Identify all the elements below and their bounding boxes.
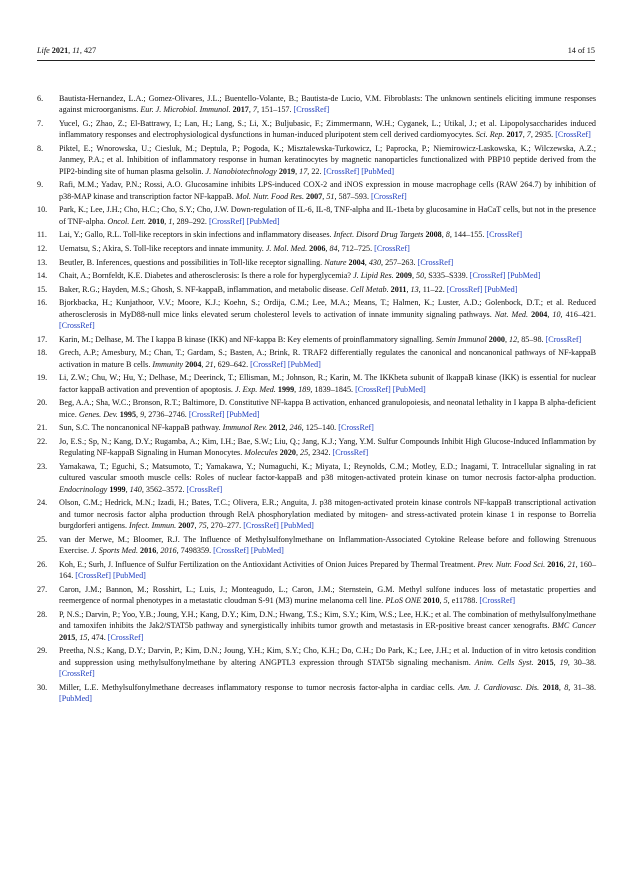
reference-journal: Mol. Nutr. Food Res. bbox=[235, 191, 305, 201]
pubmed-link[interactable]: [PubMed] bbox=[250, 546, 284, 556]
reference-year: 2004 bbox=[348, 257, 365, 267]
pubmed-link[interactable]: [PubMed] bbox=[280, 521, 314, 531]
reference-year: 1995 bbox=[119, 409, 137, 419]
reference-authors-title: Yucel, G.; Zhao, Z.; El-Battrawy, I.; Lan, H.; Lang, S.; Li, X.; Buljubasic, F.; Zimmermann, W.H.; Cyganek, L.; Utikal, J.; et al. Lipopolysaccharides induced inflammatory responses and electrophysiological dysfunctions in human-induced pluripotent stem cell derived cardiomyocytes. bbox=[59, 119, 596, 140]
reference-item: 6. Bautista-Hernandez, L.A.; Gomez-Olivares, J.L.; Buentello-Volante, B.; Bautista-de Lucio, V.M. Fibroblasts: The unknown sentinels eliciting immune responses against microorganisms. Eur. J. Microbiol. Immunol. 2017, 7, 151–157. [CrossRef] bbox=[37, 94, 596, 115]
reference-volume: 21 bbox=[205, 359, 214, 369]
reference-number: 29. bbox=[37, 646, 48, 656]
reference-item: 25. van der Merwe, M.; Bloomer, R.J. The Influence of Methylsulfonylmethane on Inflammation-Associated Cytokine Release before and following Strenuous Exercise. J. Sports Med. 2016, 2016, 7498359. [CrossRef] [PubMed] bbox=[37, 534, 596, 556]
reference-number: 10. bbox=[37, 205, 48, 215]
reference-authors-title: Park, K.; Lee, J.H.; Cho, H.C.; Cho, S.Y.; Cho, J.W. Down-regulation of IL-6, IL-8, TNF-alpha and IL-1beta by glucosamine in HaCaT cells, but not in the presence of TNF-alpha. bbox=[59, 205, 596, 226]
reference-year: 2000 bbox=[488, 334, 505, 344]
pubmed-link[interactable]: [PubMed] bbox=[484, 284, 518, 294]
reference-authors-title: Baker, R.G.; Hayden, M.S.; Ghosh, S. NF-kappaB, inflammation, and metabolic disease. bbox=[59, 284, 351, 294]
reference-number: 8. bbox=[37, 144, 44, 153]
reference-authors-title: Sun, S.C. The noncanonical NF-kappaB pathway. bbox=[59, 423, 223, 433]
pubmed-link[interactable]: [PubMed] bbox=[507, 271, 541, 281]
reference-journal: Oncol. Lett. bbox=[107, 216, 146, 226]
pubmed-link[interactable]: [PubMed] bbox=[59, 694, 92, 703]
reference-year: 2017 bbox=[506, 130, 523, 140]
reference-number: 15. bbox=[37, 284, 48, 294]
reference-year: 2015 bbox=[59, 632, 76, 642]
reference-year: 1999 bbox=[277, 384, 295, 394]
reference-item: 24. Olson, C.M.; Hedrick, M.N.; Izadi, H.; Bates, T.C.; Olivera, E.R.; Anguita, J. p38 mitogen-activated protein kinase controls NF-kappaB transcriptional activation and tumor necrosis factor alpha production through RelA phosphorylation mediated by mitogen- and stress-activated protein kinase 1 in response to Borrelia burgdorferi antigens. Infect. Immun. 2007, 75, 270–277. [CrossRef] [PubMed] bbox=[37, 498, 596, 531]
reference-year: 2010 bbox=[148, 216, 165, 226]
reference-year: 2019 bbox=[278, 166, 296, 176]
reference-authors-title: Bautista-Hernandez, L.A.; Gomez-Olivares, J.L.; Buentello-Volante, B.; Bautista-de Lucio, V.M. Fibroblasts: The unknown sentinels eliciting immune responses against microorganisms. bbox=[59, 94, 596, 115]
reference-number: 26. bbox=[37, 559, 48, 569]
reference-volume: 430 bbox=[368, 257, 382, 267]
reference-item: 23. Yamakawa, T.; Eguchi, S.; Matsumoto, T.; Yamakawa, Y.; Numaguchi, K.; Miyata, I.; Reynolds, C.M.; Motley, E.D.; Inagami, T. Intracellular signaling in rat cultured vascular smooth muscle cells: Roles of nuclear factor-kappaB and p38 mitogen-activated protein kinase on tumor necrosis factor-alpha production. Endocrinology 1999, 140, 3562–3572. [CrossRef] bbox=[37, 461, 596, 494]
crossref-link[interactable]: [CrossRef] bbox=[332, 448, 369, 458]
reference-item: 28. P, N.S.; Darvin, P.; Yoo, Y.B.; Joung, Y.H.; Kang, D.Y.; Kim, D.N.; Hwang, T.S.; Kim, S.Y.; Kim, W.S.; Lee, H.K.; et al. The combination of methylsulfonylmethane and tamoxifen inhibits the Jak2/STAT5b pathway and synergistically inhibits tumor growth and metastasis in ER-positive breast cancer xenografts. BMC Cancer 2015, 15, 474. [CrossRef] bbox=[37, 609, 596, 642]
crossref-link[interactable]: [CrossRef] bbox=[417, 257, 454, 267]
reference-year: 2008 bbox=[425, 230, 442, 240]
reference-item: 22. Jo, E.S.; Sp, N.; Kang, D.Y.; Rugamba, A.; Kim, I.H.; Bae, S.W.; Liu, Q.; Jang, K.J.; Yang, Y.M. Sulfur Compounds Inhibit High Glucose-Induced Inflammation by Regulating NF-kappaB Signaling in Human Monocytes. Molecules 2020, 25, 2342. [CrossRef] bbox=[37, 436, 596, 458]
crossref-link[interactable]: [CrossRef] bbox=[59, 321, 95, 331]
crossref-link[interactable]: [CrossRef] bbox=[479, 596, 516, 606]
reference-volume: 15 bbox=[79, 632, 88, 642]
reference-item: 13. Beutler, B. Inferences, questions and possibilities in Toll-like receptor signalling. Nature 2004, 430, 257–263. [CrossRef] bbox=[37, 257, 454, 267]
crossref-link[interactable]: [CrossRef] bbox=[186, 484, 223, 494]
reference-authors-title: Uematsu, S.; Akira, S. Toll-like receptors and innate immunity. bbox=[59, 244, 266, 253]
reference-journal: Molecules bbox=[244, 448, 278, 458]
reference-authors-title: Piktel, E.; Wnorowska, U.; Ciesluk, M.; Deptula, P.; Pogoda, K.; Misztalewska-Turkowicz, I.; Paprocka, P.; Niemirowicz-Laskowska, K.; Wilczewska, A.Z.; Janmey, P.A.; et al. Inhibition of inflammatory response in human keratinocytes by magnetic nanoparticles functionalized with PBP10 peptide derived from the PIP2-binding site of human plasma gelsolin. bbox=[59, 144, 596, 176]
reference-volume: 8 bbox=[564, 682, 569, 692]
reference-pages: 125–140 bbox=[305, 423, 335, 433]
reference-authors-title: Miller, L.E. Methylsulfonylmethane decreases inflammatory response to tumor necrosis factor-alpha in cardiac cells. bbox=[59, 682, 459, 692]
reference-number: 14. bbox=[37, 271, 48, 281]
reference-number: 13. bbox=[37, 257, 48, 267]
reference-volume: 21 bbox=[567, 559, 576, 569]
reference-item: 29. Preetha, N.S.; Kang, D.Y.; Darvin, P.; Kim, D.N.; Joung, Y.H.; Kim, S.Y.; Cho, K.H.; Do, C.H.; Do Park, K.; Lee, J.H.; et al. Induction of in vitro ketosis condition and suppression using methylsulfonylmethane by altering ANGPTL3 expression through STAT5b signaling mechanism. Anim. Cells Syst. 2015, 19, 30–38. [CrossRef] bbox=[37, 646, 597, 678]
reference-number: 9. bbox=[37, 180, 44, 190]
journal-year: 2021 bbox=[51, 46, 69, 55]
reference-journal: Nature bbox=[324, 257, 347, 267]
crossref-link[interactable]: [CrossRef] bbox=[107, 632, 144, 642]
reference-volume: 50 bbox=[416, 271, 425, 281]
reference-journal: Nat. Med. bbox=[494, 309, 529, 319]
reference-volume: 7 bbox=[526, 130, 531, 140]
pubmed-link[interactable]: [PubMed] bbox=[112, 571, 146, 581]
reference-volume: 140 bbox=[129, 484, 142, 494]
reference-pages: 31–38 bbox=[573, 682, 594, 692]
pubmed-link[interactable]: [PubMed] bbox=[246, 216, 280, 226]
article-number: 427 bbox=[83, 46, 97, 55]
reference-journal: Immunity bbox=[152, 359, 184, 369]
reference-journal: PLoS ONE bbox=[385, 596, 422, 606]
reference-authors-title: Yamakawa, T.; Eguchi, S.; Matsumoto, T.; Yamakawa, Y.; Numaguchi, K.; Miyata, I.; Reynolds, C.M.; Motley, E.D.; Inagami, T. Intracellular signaling in rat cultured vascular smooth muscle cells: Roles of nuclear factor-kappaB and p38 mitogen-activated protein kinase on tumor necrosis factor-alpha production. bbox=[59, 461, 596, 483]
reference-item: 14. Chait, A.; Bornfeldt, K.E. Diabetes and atherosclerosis: Is there a role for hyperglycemia? J. Lipid Res. 2009, 50, S335–S339. [CrossRef] [PubMed] bbox=[37, 271, 541, 281]
reference-pages: 289–292 bbox=[176, 216, 205, 226]
reference-number: 30. bbox=[37, 682, 48, 692]
reference-volume: 17 bbox=[299, 166, 308, 176]
crossref-link[interactable]: [CrossRef] bbox=[213, 546, 249, 556]
reference-volume: 1 bbox=[168, 216, 173, 226]
reference-item: 20. Beg, A.A.; Sha, W.C.; Bronson, R.T.; Baltimore, D. Constitutive NF-kappa B activation, enhanced granulopoiesis, and neonatal lethality in I kappa B alpha-deficient mice. Genes. Dev. 1995, 9, 2736–2746. [CrossRef] [PubMed] bbox=[37, 398, 596, 419]
reference-item: 21. Sun, S.C. The noncanonical NF-kappaB pathway. Immunol Rev. 2012, 246, 125–140. [CrossRef] bbox=[37, 423, 374, 433]
reference-year: 2018 bbox=[542, 682, 559, 692]
crossref-link[interactable]: [CrossRef] bbox=[75, 571, 111, 581]
reference-year: 2020 bbox=[279, 448, 296, 458]
reference-item: 9. Rafi, M.M.; Yadav, P.N.; Rossi, A.O. Glucosamine inhibits LPS-induced COX-2 and iNOS expression in mouse macrophage cells (RAW 264.7) by inhibition of p38-MAP kinase and transcription factor NF-kappaB. Mol. Nutr. Food Res. 2007, 51, 587–593. [CrossRef] bbox=[37, 180, 596, 201]
reference-authors-title: Olson, C.M.; Hedrick, M.N.; Izadi, H.; Bates, T.C.; Olivera, E.R.; Anguita, J. p38 mitogen-activated protein kinase controls NF-kappaB transcriptional activation and tumor necrosis factor alpha production through RelA phosphorylation mediated by mitogen- and stress-activated protein kinase 1 in response to Borrelia burgdorferi antigens. bbox=[59, 498, 596, 531]
reference-volume: 9 bbox=[140, 409, 145, 419]
reference-pages: 270–277 bbox=[210, 521, 240, 531]
reference-volume: 19 bbox=[559, 657, 568, 667]
header-rule bbox=[37, 60, 595, 61]
reference-number: 7. bbox=[37, 119, 44, 128]
reference-item: 17. Karin, M.; Delhase, M. The I kappa B kinase (IKK) and NF-kappa B: Key elements of proinflammatory signalling. Semin Immunol 2000, 12, 85–98. [CrossRef] bbox=[37, 334, 582, 344]
reference-item: 7. Yucel, G.; Zhao, Z.; El-Battrawy, I.; Lan, H.; Lang, S.; Li, X.; Buljubasic, F.; Zimmermann, W.H.; Cyganek, L.; Utikal, J.; et al. Lipopolysaccharides induced inflammatory responses and electrophysiological dysfunctions in human-induced pluripotent stem cell derived cardiomyocytes. Sci. Rep. 2017, 7, 2935. [CrossRef] bbox=[37, 119, 596, 140]
pubmed-link[interactable]: [PubMed] bbox=[392, 384, 426, 394]
journal-name: Life bbox=[37, 46, 50, 55]
reference-number: 27. bbox=[37, 584, 48, 594]
crossref-link[interactable]: [CrossRef] bbox=[243, 521, 279, 531]
reference-journal: Cell Metab. bbox=[350, 284, 389, 294]
reference-authors-title: Jo, E.S.; Sp, N.; Kang, D.Y.; Rugamba, A.; Kim, I.H.; Bae, S.W.; Liu, Q.; Jang, K.J.; Yang, Y.M. Sulfur Compounds Inhibit High Glucose-Induced Inflammation by Regulating NF-kappaB Signaling in Human Monocytes. bbox=[59, 436, 596, 458]
reference-list bbox=[37, 93, 596, 707]
page-number: 14 of 15 bbox=[567, 46, 595, 55]
reference-pages: 712–725 bbox=[341, 244, 371, 253]
reference-pages: 257–263 bbox=[385, 257, 414, 267]
pubmed-link[interactable]: [PubMed] bbox=[361, 166, 395, 176]
reference-volume: 75 bbox=[198, 521, 207, 531]
reference-year: 2009 bbox=[395, 271, 412, 281]
reference-pages: 22 bbox=[311, 166, 320, 176]
journal-citation: Life 2021, 11, 427 bbox=[37, 46, 97, 55]
reference-volume: 25 bbox=[300, 448, 309, 458]
reference-journal: Infect. Disord Drug Targets bbox=[333, 230, 424, 240]
crossref-link[interactable]: [CrossRef] bbox=[293, 105, 330, 115]
reference-pages: 160–164 bbox=[59, 559, 597, 581]
reference-year: 2015 bbox=[537, 657, 554, 667]
reference-item: 26. Koh, E.; Surh, J. Influence of Sulfur Fertilization on the Antioxidant Activities of Onion Juices Prepared by Thermal Treatment. Prev. Nutr. Food Sci. 2016, 21, 160–164. [CrossRef] [PubMed] bbox=[37, 559, 597, 581]
reference-journal: Anim. Cells Syst. bbox=[474, 657, 534, 667]
reference-year: 2004 bbox=[185, 359, 202, 369]
reference-number: 24. bbox=[37, 498, 48, 508]
reference-volume: 13 bbox=[410, 284, 419, 294]
reference-volume: 246 bbox=[289, 423, 302, 433]
reference-item: 19. Li, Z.W.; Chu, W.; Hu, Y.; Delhase, M.; Deerinck, T.; Ellisman, M.; Johnson, R.; Karin, M. The IKKbeta subunit of IkappaB kinase (IKK) is essential for nuclear factor kappaB activation and prevention of apoptosis. J. Exp. Med. 1999, 189, 1839–1845. [CrossRef] [PubMed] bbox=[37, 373, 596, 394]
crossref-link[interactable]: [CrossRef] bbox=[545, 334, 582, 344]
reference-year: 2007 bbox=[306, 191, 323, 201]
crossref-link[interactable]: [CrossRef] bbox=[188, 409, 225, 419]
reference-number: 25. bbox=[37, 534, 48, 544]
reference-authors-title: Beutler, B. Inferences, questions and possibilities in Toll-like receptor signalling. bbox=[59, 257, 325, 267]
reference-number: 23. bbox=[37, 461, 48, 471]
reference-number: 12. bbox=[37, 244, 48, 253]
pubmed-link[interactable]: [PubMed] bbox=[287, 359, 321, 369]
pubmed-link[interactable]: [PubMed] bbox=[226, 409, 260, 419]
crossref-link[interactable]: [CrossRef] bbox=[371, 191, 407, 201]
reference-year: 2004 bbox=[531, 309, 548, 319]
reference-year: 2011 bbox=[390, 284, 407, 294]
reference-volume: 10 bbox=[552, 309, 561, 319]
reference-pages: 3562–3572 bbox=[145, 484, 183, 494]
reference-number: 11. bbox=[37, 230, 47, 240]
reference-year: 2017 bbox=[232, 105, 249, 115]
reference-pages: 1839–1845 bbox=[314, 384, 351, 394]
reference-pages: 587–593 bbox=[338, 191, 367, 201]
reference-pages: 151–157 bbox=[261, 105, 290, 115]
reference-authors-title: Koh, E.; Surh, J. Influence of Sulfur Fertilization on the Antioxidant Activities of Onion Juices Prepared by Thermal Treatment. bbox=[59, 559, 478, 569]
reference-authors-title: van der Merwe, M.; Bloomer, R.J. The Influence of Methylsulfonylmethane on Inflammation-Associated Cytokine Release before and following Strenuous Exercise. bbox=[59, 534, 596, 556]
reference-pages: 30–38 bbox=[573, 657, 595, 667]
reference-authors-title: Karin, M.; Delhase, M. The I kappa B kinase (IKK) and NF-kappa B: Key elements of proinflammatory signalling. bbox=[59, 334, 436, 344]
crossref-link[interactable]: [CrossRef] bbox=[208, 216, 245, 226]
crossref-link[interactable]: [CrossRef] bbox=[355, 384, 391, 394]
reference-volume: 7 bbox=[252, 105, 257, 115]
reference-authors-title: Lai, Y.; Gallo, R.L. Toll-like receptors in skin infections and inflammatory diseases. bbox=[59, 230, 334, 240]
reference-year: 1999 bbox=[109, 484, 126, 494]
reference-volume: 2016 bbox=[160, 546, 177, 556]
reference-authors-title: Preetha, N.S.; Kang, D.Y.; Darvin, P.; Kim, D.N.; Joung, Y.H.; Kim, S.Y.; Cho, K.H.; Do, C.H.; Do Park, K.; Lee, J.H.; et al. Induction of in vitro ketosis condition and suppression using methylsulfonylmethane by altering ANGPTL3 expression through STAT5b signaling mechanism. bbox=[59, 646, 596, 667]
reference-journal: Eur. J. Microbiol. Immunol. bbox=[140, 105, 231, 115]
reference-year: 2012 bbox=[269, 423, 286, 433]
reference-journal: Genes. Dev. bbox=[78, 409, 118, 419]
reference-item: 8. Piktel, E.; Wnorowska, U.; Ciesluk, M.; Deptula, P.; Pogoda, K.; Misztalewska-Turkowicz, I.; Paprocka, P.; Niemirowicz-Laskowska, K.; Wilczewska, A.Z.; Janmey, P.A.; et al. Inhibition of inflammatory response in human keratinocytes by magnetic nanoparticles functionalized with PBP10 peptide derived from the PIP2-binding site of human plasma gelsolin. J. Nanobiotechnology 2019, 17, 22. [CrossRef] [PubMed] bbox=[37, 144, 596, 176]
reference-journal: J. Mol. Med. bbox=[265, 244, 308, 253]
crossref-link[interactable]: [CrossRef] bbox=[486, 230, 523, 240]
reference-number: 21. bbox=[37, 423, 48, 433]
reference-journal: Infect. Immun. bbox=[129, 521, 177, 531]
reference-journal: Am. J. Cardiovasc. Dis. bbox=[458, 682, 540, 692]
reference-year: 2010 bbox=[423, 596, 440, 606]
crossref-link[interactable]: [CrossRef] bbox=[59, 669, 95, 678]
reference-pages: e11788 bbox=[451, 596, 476, 606]
reference-pages: 416–421 bbox=[565, 309, 594, 319]
reference-number: 17. bbox=[37, 334, 48, 344]
reference-pages: 11–22 bbox=[422, 284, 443, 294]
crossref-link[interactable]: [CrossRef] bbox=[555, 130, 591, 140]
reference-item: 16. Bjorkbacka, H.; Kunjathoor, V.V.; Moore, K.J.; Koehn, S.; Ordija, C.M.; Lee, M.A.; Means, T.; Halmen, K.; Luster, A.D.; Golenbock, D.T.; et al. Reduced atherosclerosis in MyD88-null mice links elevated serum cholesterol levels to activation of innate immunity signaling pathways. Nat. Med. 2004, 10, 416–421. [CrossRef] bbox=[37, 298, 597, 331]
reference-year: 2016 bbox=[547, 559, 564, 569]
reference-item: 27. Caron, J.M.; Bannon, M.; Rosshirt, L.; Luis, J.; Monteagudo, L.; Caron, J.M.; Sternstein, G.M. Methyl sulfone induces loss of metastatic properties and reemergence of normal phenotypes in a metastatic cloudman S-91 (M3) murine melanoma cell line. PLoS ONE 2010, 5, e11788. [CrossRef] bbox=[37, 584, 596, 606]
reference-volume: 5 bbox=[443, 596, 448, 606]
reference-pages: 629–642 bbox=[217, 359, 247, 369]
crossref-link[interactable]: [CrossRef] bbox=[374, 244, 410, 253]
reference-item: 30. Miller, L.E. Methylsulfonylmethane decreases inflammatory response to tumor necrosis factor-alpha in cardiac cells. Am. J. Cardiovasc. Dis. 2018, 8, 31–38. [PubMed] bbox=[37, 682, 597, 703]
reference-number: 19. bbox=[37, 373, 48, 383]
reference-volume: 12 bbox=[509, 334, 518, 344]
reference-authors-title: Rafi, M.M.; Yadav, P.N.; Rossi, A.O. Glucosamine inhibits LPS-induced COX-2 and iNOS expression in mouse macrophage cells (RAW 264.7) by inhibition of p38-MAP kinase and transcription factor NF-kappaB. bbox=[59, 180, 596, 201]
reference-number: 6. bbox=[37, 94, 44, 103]
reference-item: 10. Park, K.; Lee, J.H.; Cho, H.C.; Cho, S.Y.; Cho, J.W. Down-regulation of IL-6, IL-8, TNF-alpha and IL-1beta by glucosamine in HaCaT cells, but not in the presence of TNF-alpha. Oncol. Lett. 2010, 1, 289–292. [CrossRef] [PubMed] bbox=[37, 205, 596, 226]
reference-authors-title: Grech, A.P.; Amesbury, M.; Chan, T.; Gardam, S.; Basten, A.; Brink, R. TRAF2 differentially regulates the canonical and noncanonical pathways of NF-kappaB activation in mature B cells. bbox=[59, 348, 596, 369]
reference-number: 18. bbox=[37, 348, 48, 358]
reference-journal: Sci. Rep. bbox=[475, 130, 505, 140]
reference-pages: 2736–2746 bbox=[148, 409, 185, 419]
reference-authors-title: Caron, J.M.; Bannon, M.; Rosshirt, L.; Luis, J.; Monteagudo, L.; Caron, J.M.; Sternstein, G.M. Methyl sulfone induces loss of metastatic properties and reemergence of normal phenotypes in a metastatic cloudman S-91 (M3) murine melanoma cell line. bbox=[59, 584, 596, 606]
crossref-link[interactable]: [CrossRef] bbox=[469, 271, 506, 281]
reference-journal: J. Exp. Med. bbox=[235, 384, 276, 394]
crossref-link[interactable]: [CrossRef] bbox=[446, 284, 483, 294]
reference-authors-title: Beg, A.A.; Sha, W.C.; Bronson, R.T.; Baltimore, D. Constitutive NF-kappa B activation, enhanced granulopoiesis, and neonatal lethality in I kappa B alpha-deficient mice. bbox=[59, 398, 596, 419]
reference-year: 2016 bbox=[140, 546, 157, 556]
reference-item: 12. Uematsu, S.; Akira, S. Toll-like receptors and innate immunity. J. Mol. Med. 2006, 84, 712–725. [CrossRef] bbox=[37, 244, 410, 253]
reference-volume: 8 bbox=[445, 230, 450, 240]
reference-volume: 84 bbox=[329, 244, 338, 253]
reference-authors-title: P, N.S.; Darvin, P.; Yoo, Y.B.; Joung, Y.H.; Kang, D.Y.; Kim, D.N.; Hwang, T.S.; Kim, S.Y.; Kim, W.S.; Lee, H.K.; et al. The combination of methylsulfonylmethane and tamoxifen inhibits the Jak2/STAT5b pathway and synergistically inhibits tumor growth and metastasis in ER-positive breast cancer xenografts. bbox=[59, 609, 596, 631]
reference-authors-title: Li, Z.W.; Chu, W.; Hu, Y.; Delhase, M.; Deerinck, T.; Ellisman, M.; Johnson, R.; Karin, M. The IKKbeta subunit of IkappaB kinase (IKK) is essential for nuclear factor kappaB activation and prevention of apoptosis. bbox=[59, 373, 596, 394]
reference-number: 16. bbox=[37, 298, 48, 308]
reference-journal: J. Sports Med. bbox=[91, 546, 138, 556]
reference-item: 15. Baker, R.G.; Hayden, M.S.; Ghosh, S. NF-kappaB, inflammation, and metabolic disease. Cell Metab. 2011, 13, 11–22. [CrossRef] [PubMed] bbox=[37, 284, 518, 294]
reference-number: 22. bbox=[37, 436, 48, 446]
reference-item: 11. Lai, Y.; Gallo, R.L. Toll-like receptors in skin infections and inflammatory diseases. Infect. Disord Drug Targets 2008, 8, 144–155. [CrossRef] bbox=[37, 230, 523, 240]
journal-volume: 11 bbox=[72, 46, 80, 55]
reference-pages: 2342 bbox=[312, 448, 329, 458]
reference-number: 28. bbox=[37, 609, 48, 619]
reference-pages: 85–98 bbox=[521, 334, 542, 344]
reference-journal: BMC Cancer bbox=[552, 621, 596, 631]
running-header bbox=[37, 44, 595, 58]
reference-volume: 189 bbox=[298, 384, 311, 394]
reference-journal: J. Nanobiotechnology bbox=[205, 166, 277, 176]
reference-pages: 7498359 bbox=[180, 546, 210, 556]
reference-journal: Immunol Rev. bbox=[222, 423, 268, 433]
reference-number: 20. bbox=[37, 398, 48, 408]
reference-journal: J. Lipid Res. bbox=[353, 271, 394, 281]
reference-pages: 144–155 bbox=[453, 230, 483, 240]
reference-journal: Endocrinology bbox=[59, 484, 108, 494]
reference-year: 2006 bbox=[309, 244, 326, 253]
reference-item: 18. Grech, A.P.; Amesbury, M.; Chan, T.; Gardam, S.; Basten, A.; Brink, R. TRAF2 differentially regulates the canonical and noncanonical pathways of NF-kappaB activation in mature B cells. Immunity 2004, 21, 629–642. [CrossRef] [PubMed] bbox=[37, 348, 596, 369]
crossref-link[interactable]: [CrossRef] bbox=[250, 359, 286, 369]
reference-journal: Prev. Nutr. Food Sci. bbox=[477, 559, 546, 569]
reference-authors-title: Chait, A.; Bornfeldt, K.E. Diabetes and atherosclerosis: Is there a role for hyperglycemia? bbox=[59, 271, 354, 281]
reference-journal: Semin Immunol bbox=[435, 334, 487, 344]
reference-pages: S335–S339 bbox=[428, 271, 466, 281]
reference-authors-title: Bjorkbacka, H.; Kunjathoor, V.V.; Moore, K.J.; Koehn, S.; Ordija, C.M.; Lee, M.A.; Means, T.; Halmen, K.; Luster, A.D.; Golenbock, D.T.; et al. Reduced atherosclerosis in MyD88-null mice links elevated serum cholesterol levels to activation of innate immunity signaling pathways. bbox=[59, 298, 596, 319]
crossref-link[interactable]: [CrossRef] bbox=[338, 423, 374, 433]
reference-pages: 474 bbox=[91, 632, 104, 642]
reference-pages: 2935 bbox=[534, 130, 552, 140]
reference-volume: 51 bbox=[326, 191, 335, 201]
reference-year: 2007 bbox=[178, 521, 195, 531]
crossref-link[interactable]: [CrossRef] bbox=[323, 166, 360, 176]
